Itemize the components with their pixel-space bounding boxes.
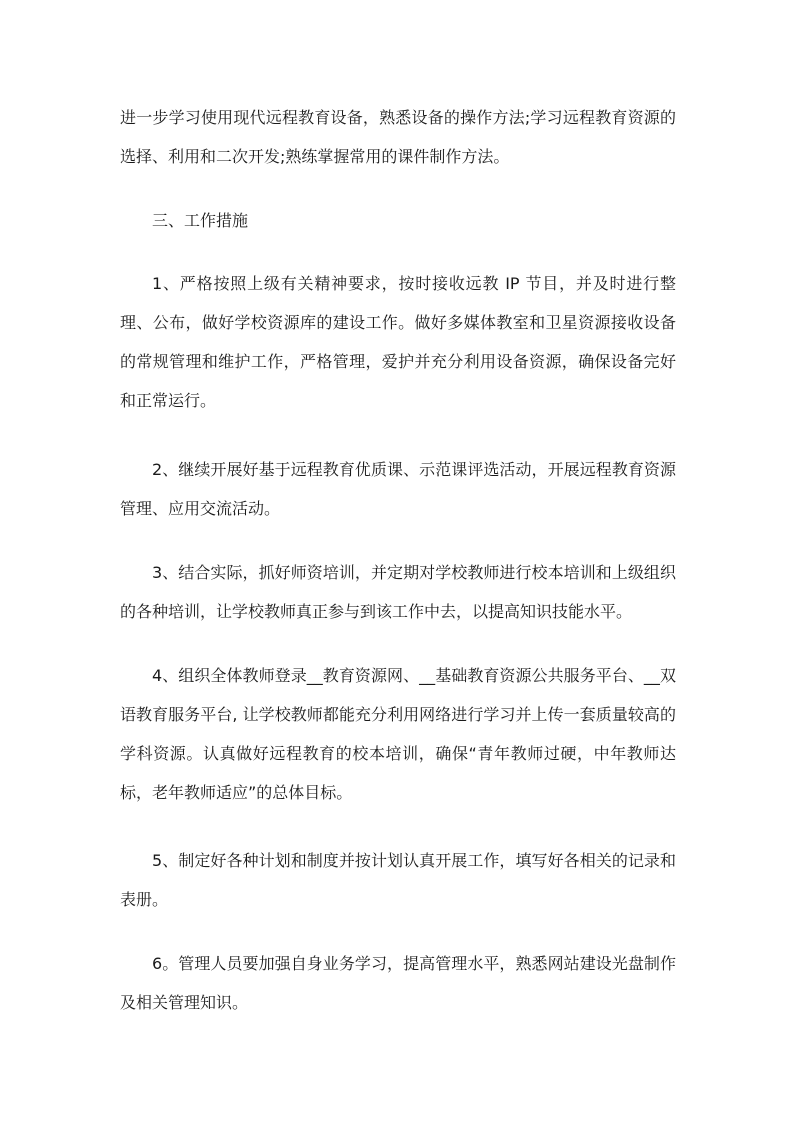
paragraph-measure-6: 6。管理人员要加强自身业务学习，提高管理水平，熟悉网站建设光盘制作及相关管理知识。 xyxy=(120,954,676,1012)
paragraph-measure-1: 1、严格按照上级有关精神要求，按时接收远教 IP 节目，并及时进行整理、公布，做好学校资源库的建设工作。做好多媒体教室和卫星资源接收设备的常规管理和维护工作，严格管理，爱护并充分利用设备资源，确保设备完好和正常运行。 xyxy=(120,274,676,410)
section-heading-work-measures: 三、工作措施 xyxy=(152,211,249,230)
paragraph-measure-2: 2、继续开展好基于远程教育优质课、示范课评选活动，开展远程教育资源管理、应用交流活动。 xyxy=(120,460,676,518)
paragraph-measure-4: 4、组织全体教师登录__教育资源网、__基础教育资源公共服务平台、__双语教育服务平台, 让学校教师都能充分利用网络进行学习并上传一套质量较高的学科资源。认真做好远程教育的校本培训，确保“青年教师过硬，中年教师达标，老年教师适应”的总体目标。 xyxy=(120,666,676,802)
paragraph-measure-5: 5、制定好各种计划和制度并按计划认真开展工作，填写好各相关的记录和表册。 xyxy=(120,851,676,909)
paragraph-measure-3: 3、结合实际，抓好师资培训，并定期对学校教师进行校本培训和上级组织的各种培训，让学校教师真正参与到该工作中去，以提高知识技能水平。 xyxy=(120,563,676,621)
paragraph-continuation: 进一步学习使用现代远程教育设备，熟悉设备的操作方法;学习远程教育资源的选择、利用和二次开发;熟练掌握常用的课件制作方法。 xyxy=(120,108,676,166)
